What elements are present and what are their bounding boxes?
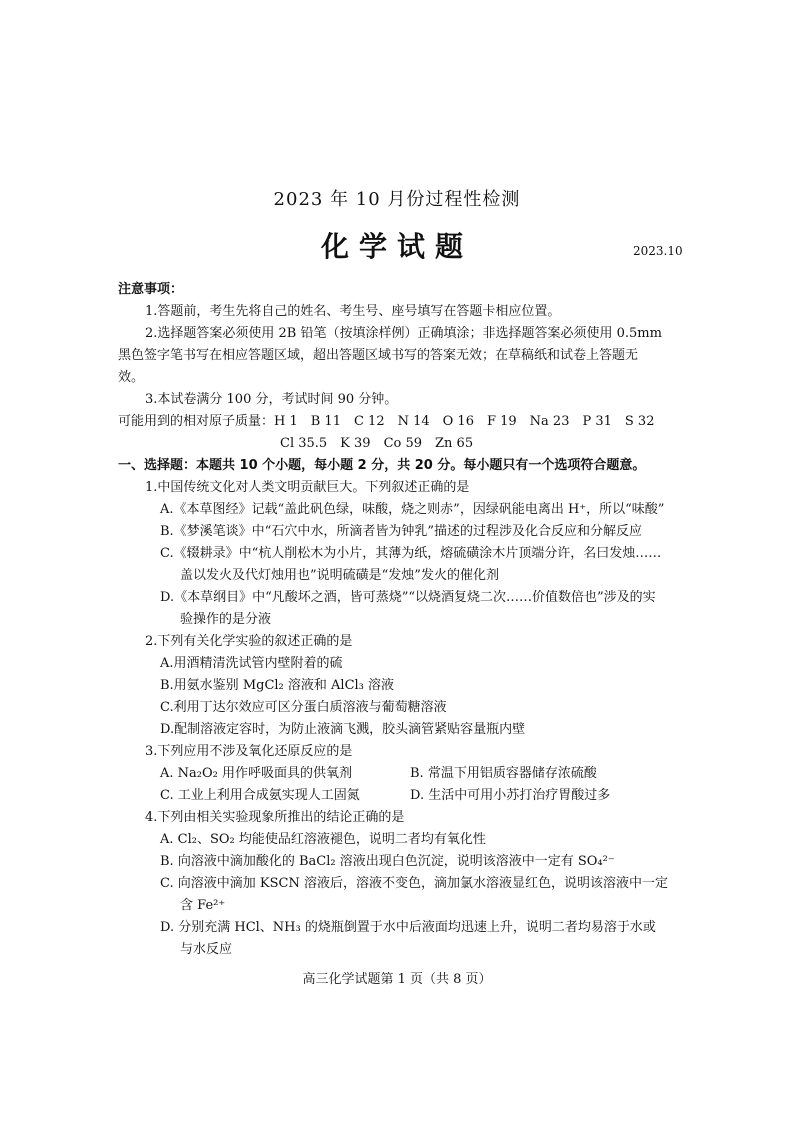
q1-option-c: C.《辍耕录》中“杭人削松木为小片，其薄为纸，熔硫磺涂木片顶端分许，名曰发烛…… — [160, 546, 662, 561]
q1-option-d-cont: 验操作的是分液 — [180, 612, 272, 627]
note-line-2-end: 效。 — [118, 370, 145, 385]
q2-option-d: D.配制溶液定容时，为防止液滴飞溅，胶头滴管紧贴容量瓶内壁 — [160, 722, 526, 737]
q2-option-c: C.利用丁达尔效应可区分蛋白质溶液与葡萄糖溶液 — [160, 700, 447, 715]
q1-stem: 1.中国传统文化对人类文明贡献巨大。下列叙述正确的是 — [145, 480, 470, 495]
q2-option-a: A.用酒精清洗试管内壁附着的硫 — [160, 656, 343, 671]
atomic-mass-line-2: Cl 35.5 K 39 Co 59 Zn 65 — [280, 436, 474, 451]
q2-stem: 2.下列有关化学实验的叙述正确的是 — [145, 634, 353, 649]
q1-option-c-cont: 盖以发火及代灯烛用也”说明硫磺是“发烛”发火的催化剂 — [180, 568, 499, 583]
q3-option-b: B. 常温下用铝质容器储存浓硫酸 — [410, 766, 597, 781]
q1-option-a: A.《本草图经》记载“盖此矾色绿，味酸，烧之则赤”，因绿矾能电离出 H⁺，所以“味酸” — [160, 502, 665, 517]
q4-option-c: C. 向溶液中滴加 KSCN 溶液后，溶液不变色，滴加氯水溶液显红色，说明该溶液中一定 — [160, 876, 668, 891]
section-heading: 一、选择题：本题共 10 个小题，每小题 2 分，共 20 分。每小题只有一个选项符合题意。 — [118, 458, 646, 473]
q1-option-d: D.《本草纲目》中“凡酸坏之酒，皆可蒸烧”“以烧酒复烧二次……价值数倍也”涉及的实 — [160, 590, 656, 605]
exam-title: 化学试题 — [320, 230, 473, 263]
note-line-3: 3.本试卷满分 100 分，考试时间 90 分钟。 — [145, 392, 398, 407]
q3-option-a: A. Na₂O₂ 用作呼吸面具的供氧剂 — [160, 766, 352, 781]
q4-stem: 4.下列由相关实验现象所推出的结论正确的是 — [145, 810, 405, 825]
q4-option-a: A. Cl₂、SO₂ 均能使品红溶液褪色，说明二者均有氧化性 — [160, 832, 486, 847]
q2-option-b: B.用氨水鉴别 MgCl₂ 溶液和 AlCl₃ 溶液 — [160, 678, 395, 693]
note-line-2: 2.选择题答案必须使用 2B 铅笔（按填涂样例）正确填涂；非选择题答案必须使用 0.5mm — [145, 326, 662, 341]
page-footer: 高三化学试题第 1 页（共 8 页） — [302, 972, 492, 987]
q3-option-c: C. 工业上利用合成氨实现人工固氮 — [160, 788, 360, 803]
q3-option-d: D. 生活中可用小苏打治疗胃酸过多 — [410, 788, 611, 803]
q4-option-b: B. 向溶液中滴加酸化的 BaCl₂ 溶液出现白色沉淀，说明该溶液中一定有 SO₄²⁻ — [160, 854, 615, 869]
note-line-1: 1.答题前，考生先将自己的姓名、考生号、座号填写在答题卡相应位置。 — [145, 304, 561, 319]
q3-stem: 3.下列应用不涉及氧化还原反应的是 — [145, 744, 353, 759]
notes-heading: 注意事项： — [118, 282, 184, 297]
atomic-mass-line-1: 可能用到的相对原子质量：H 1 B 11 C 12 N 14 O 16 F 19 Na 23 P 31 S 32 — [118, 414, 655, 429]
exam-date: 2023.10 — [633, 244, 683, 258]
q1-option-b: B.《梦溪笔谈》中“石穴中水，所滴者皆为钟乳”描述的过程涉及化合反应和分解反应 — [160, 524, 642, 539]
q4-option-c-cont: 含 Fe²⁺ — [180, 898, 226, 913]
q4-option-d: D. 分别充满 HCl、NH₃ 的烧瓶倒置于水中后液面均迅速上升，说明二者均易溶于水或 — [160, 920, 656, 935]
note-line-2-cont: 黑色签字笔书写在相应答题区域，超出答题区域书写的答案无效；在草稿纸和试卷上答题无 — [118, 348, 639, 363]
exam-subtitle: 2023 年 10 月份过程性检测 — [273, 189, 521, 210]
q4-option-d-cont: 与水反应 — [180, 942, 233, 957]
